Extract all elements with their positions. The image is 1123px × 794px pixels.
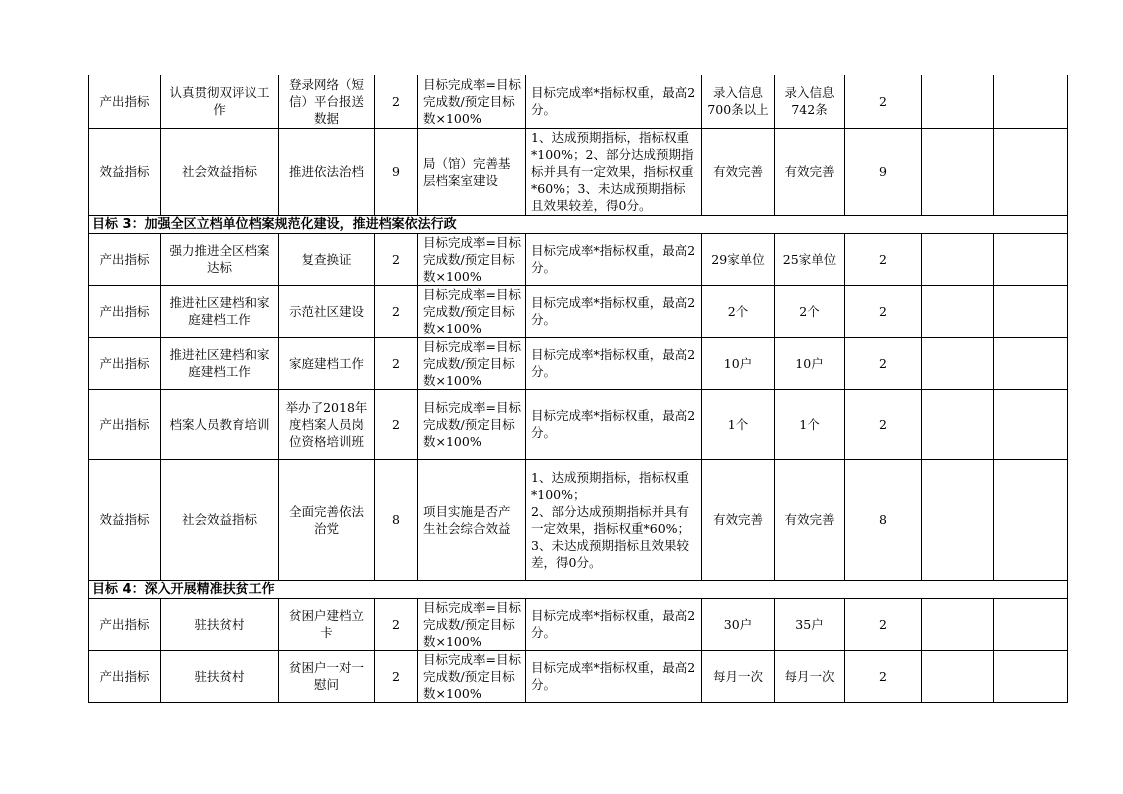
performance-table-sheet <box>88 75 1068 703</box>
cell-primary-indicator: 驻扶贫村 <box>161 598 279 650</box>
cell-secondary-indicator: 示范社区建设 <box>279 285 375 337</box>
cell-scoring-rule: 目标完成率*指标权重，最高2分。 <box>526 285 702 337</box>
cell-score: 8 <box>845 459 922 580</box>
cell-extra-col-2 <box>994 389 1068 459</box>
cell-target-value: 录入信息700条以上 <box>702 75 775 128</box>
cell-target-value: 30户 <box>702 598 775 650</box>
cell-extra-col-1 <box>922 75 994 128</box>
cell-calc-method: 目标完成率=目标完成数/预定目标数×100% <box>418 650 526 702</box>
table-row <box>89 389 1068 459</box>
table-body <box>89 75 1068 702</box>
cell-extra-col-2 <box>994 233 1068 285</box>
performance-table <box>88 75 1068 703</box>
cell-indicator-type: 效益指标 <box>89 128 161 215</box>
cell-calc-method: 项目实施是否产生社会综合效益 <box>418 459 526 580</box>
cell-extra-col-2 <box>994 285 1068 337</box>
table-row <box>89 337 1068 389</box>
cell-primary-indicator: 推进社区建档和家庭建档工作 <box>161 285 279 337</box>
cell-score: 2 <box>845 285 922 337</box>
cell-extra-col-1 <box>922 128 994 215</box>
cell-actual-value: 每月一次 <box>775 650 845 702</box>
cell-secondary-indicator: 登录网络（短信）平台报送数据 <box>279 75 375 128</box>
cell-scoring-rule: 1、达成预期指标，指标权重*100%； 2、部分达成预期指标并具有一定效果，指标权重*60%； 3、未达成预期指标且效果较差，得0分。 <box>526 459 702 580</box>
cell-indicator-type: 效益指标 <box>89 459 161 580</box>
cell-scoring-rule: 目标完成率*指标权重，最高2分。 <box>526 233 702 285</box>
cell-extra-col-2 <box>994 75 1068 128</box>
cell-actual-value: 有效完善 <box>775 459 845 580</box>
table-row <box>89 128 1068 215</box>
cell-extra-col-2 <box>994 650 1068 702</box>
cell-score: 9 <box>845 128 922 215</box>
cell-calc-method: 目标完成率=目标完成数/预定目标数×100% <box>418 337 526 389</box>
cell-target-value: 有效完善 <box>702 459 775 580</box>
section-row <box>89 215 1068 233</box>
cell-weight: 2 <box>375 650 418 702</box>
cell-extra-col-2 <box>994 337 1068 389</box>
cell-indicator-type: 产出指标 <box>89 233 161 285</box>
cell-scoring-rule: 目标完成率*指标权重，最高2分。 <box>526 598 702 650</box>
cell-extra-col-1 <box>922 598 994 650</box>
cell-extra-col-1 <box>922 650 994 702</box>
cell-secondary-indicator: 贫困户一对一慰问 <box>279 650 375 702</box>
cell-indicator-type: 产出指标 <box>89 75 161 128</box>
section-row <box>89 580 1068 598</box>
cell-primary-indicator: 社会效益指标 <box>161 128 279 215</box>
cell-calc-method: 目标完成率=目标完成数/预定目标数×100% <box>418 75 526 128</box>
cell-actual-value: 10户 <box>775 337 845 389</box>
cell-weight: 9 <box>375 128 418 215</box>
cell-score: 2 <box>845 75 922 128</box>
cell-weight: 8 <box>375 459 418 580</box>
cell-primary-indicator: 推进社区建档和家庭建档工作 <box>161 337 279 389</box>
cell-target-value: 1个 <box>702 389 775 459</box>
cell-actual-value: 35户 <box>775 598 845 650</box>
cell-secondary-indicator: 家庭建档工作 <box>279 337 375 389</box>
cell-primary-indicator: 社会效益指标 <box>161 459 279 580</box>
cell-actual-value: 25家单位 <box>775 233 845 285</box>
cell-calc-method: 目标完成率=目标完成数/预定目标数×100% <box>418 233 526 285</box>
cell-actual-value: 录入信息742条 <box>775 75 845 128</box>
cell-extra-col-2 <box>994 459 1068 580</box>
cell-weight: 2 <box>375 337 418 389</box>
table-row <box>89 459 1068 580</box>
cell-target-value: 10户 <box>702 337 775 389</box>
cell-scoring-rule: 目标完成率*指标权重，最高2分。 <box>526 75 702 128</box>
cell-weight: 2 <box>375 389 418 459</box>
cell-target-value: 每月一次 <box>702 650 775 702</box>
section-title: 目标 4：深入开展精准扶贫工作 <box>89 580 1068 598</box>
cell-calc-method: 目标完成率=目标完成数/预定目标数×100% <box>418 598 526 650</box>
cell-indicator-type: 产出指标 <box>89 389 161 459</box>
cell-primary-indicator: 强力推进全区档案达标 <box>161 233 279 285</box>
cell-calc-method: 目标完成率=目标完成数/预定目标数×100% <box>418 285 526 337</box>
cell-weight: 2 <box>375 233 418 285</box>
cell-extra-col-2 <box>994 598 1068 650</box>
cell-extra-col-1 <box>922 233 994 285</box>
cell-weight: 2 <box>375 75 418 128</box>
cell-target-value: 有效完善 <box>702 128 775 215</box>
section-title: 目标 3：加强全区立档单位档案规范化建设，推进档案依法行政 <box>89 215 1068 233</box>
cell-scoring-rule: 1、达成预期指标，指标权重*100%；2、部分达成预期指标并具有一定效果，指标权重*60%；3、未达成预期指标且效果较差，得0分。 <box>526 128 702 215</box>
cell-indicator-type: 产出指标 <box>89 598 161 650</box>
cell-score: 2 <box>845 650 922 702</box>
cell-extra-col-1 <box>922 459 994 580</box>
cell-primary-indicator: 驻扶贫村 <box>161 650 279 702</box>
cell-calc-method: 目标完成率=目标完成数/预定目标数×100% <box>418 389 526 459</box>
table-row <box>89 233 1068 285</box>
cell-score: 2 <box>845 337 922 389</box>
cell-extra-col-1 <box>922 337 994 389</box>
cell-scoring-rule: 目标完成率*指标权重，最高2分。 <box>526 389 702 459</box>
table-row <box>89 285 1068 337</box>
cell-secondary-indicator: 推进依法治档 <box>279 128 375 215</box>
table-row <box>89 598 1068 650</box>
cell-score: 2 <box>845 233 922 285</box>
cell-secondary-indicator: 全面完善依法治党 <box>279 459 375 580</box>
cell-target-value: 29家单位 <box>702 233 775 285</box>
cell-calc-method: 局（馆）完善基层档案室建设 <box>418 128 526 215</box>
cell-actual-value: 有效完善 <box>775 128 845 215</box>
cell-extra-col-2 <box>994 128 1068 215</box>
cell-target-value: 2个 <box>702 285 775 337</box>
cell-indicator-type: 产出指标 <box>89 337 161 389</box>
cell-actual-value: 1个 <box>775 389 845 459</box>
cell-scoring-rule: 目标完成率*指标权重，最高2分。 <box>526 650 702 702</box>
cell-actual-value: 2个 <box>775 285 845 337</box>
cell-indicator-type: 产出指标 <box>89 650 161 702</box>
cell-secondary-indicator: 复查换证 <box>279 233 375 285</box>
cell-extra-col-1 <box>922 285 994 337</box>
cell-score: 2 <box>845 598 922 650</box>
cell-primary-indicator: 认真贯彻双评议工作 <box>161 75 279 128</box>
cell-weight: 2 <box>375 598 418 650</box>
cell-indicator-type: 产出指标 <box>89 285 161 337</box>
table-row <box>89 75 1068 128</box>
cell-scoring-rule: 目标完成率*指标权重，最高2分。 <box>526 337 702 389</box>
table-row <box>89 650 1068 702</box>
cell-primary-indicator: 档案人员教育培训 <box>161 389 279 459</box>
cell-score: 2 <box>845 389 922 459</box>
cell-secondary-indicator: 举办了2018年度档案人员岗位资格培训班 <box>279 389 375 459</box>
cell-extra-col-1 <box>922 389 994 459</box>
cell-secondary-indicator: 贫困户建档立卡 <box>279 598 375 650</box>
cell-weight: 2 <box>375 285 418 337</box>
